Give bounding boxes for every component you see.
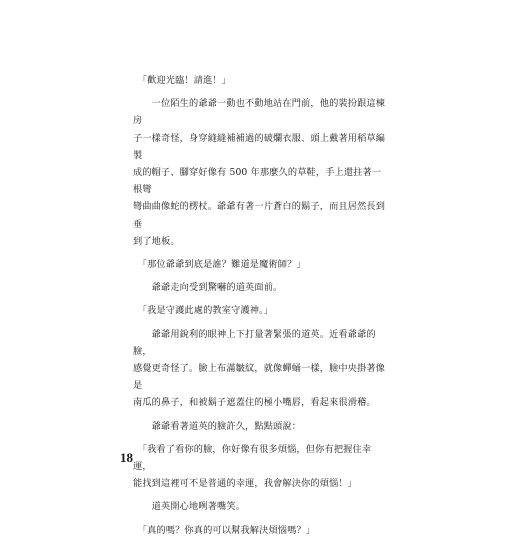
- text-line: 爺爺用銳利的眼神上下打量著緊張的道英。近看爺爺的臉，: [133, 328, 376, 357]
- page-number: 18: [120, 450, 133, 465]
- text-line: 道英開心地咧著嘴笑。: [133, 501, 246, 513]
- text-line: 「我是守護此處的教室守護神。」: [133, 305, 274, 317]
- text-line: 爺爺看著道英的臉許久，點點頭說：: [133, 420, 302, 432]
- text-line: 爺爺走向受到驚嚇的道英面前。: [133, 282, 283, 294]
- text-line: 感覺更奇怪了。臉上布滿皺紋，就像蟬蛹一樣，臉中央掛著像是: [133, 363, 386, 392]
- text-line: 成的帽子、腳穿好像有 500 年那麼久的草鞋，手上還拄著一根彎: [133, 167, 382, 196]
- text-line: 一位陌生的爺爺一動也不動地站在門前，他的裝扮跟這棟房: [133, 98, 386, 127]
- text-line: 「我看了看你的臉，你好像有很多煩惱，但你有把握住幸運，: [133, 443, 372, 473]
- text-line: 子一樣奇怪，身穿縫縫補補過的破爛衣服、頭上戴著用稻草編製: [133, 132, 386, 161]
- text-line: 「那位爺爺到底是誰？難道是魔術師？」: [133, 259, 306, 271]
- text-line: 「真的嗎？你真的可以幫我解決煩惱嗎？」: [133, 524, 316, 536]
- body-text: [133, 72, 389, 539]
- text-line: 到了地板。: [133, 235, 180, 247]
- text-line: 南瓜的鼻子，和被鬍子遮蓋住的極小嘴唇，看起來很滑稽。: [133, 397, 376, 409]
- text-line: 能找到這裡可不是普通的幸運，我會解決你的煩惱！」: [133, 478, 358, 490]
- text-line: 彎曲曲像蛇的楞杖。爺爺有著一片蒼白的鬍子，而且居然長到垂: [133, 201, 386, 230]
- text-line: 「歡迎光臨！請進！」: [133, 75, 232, 86]
